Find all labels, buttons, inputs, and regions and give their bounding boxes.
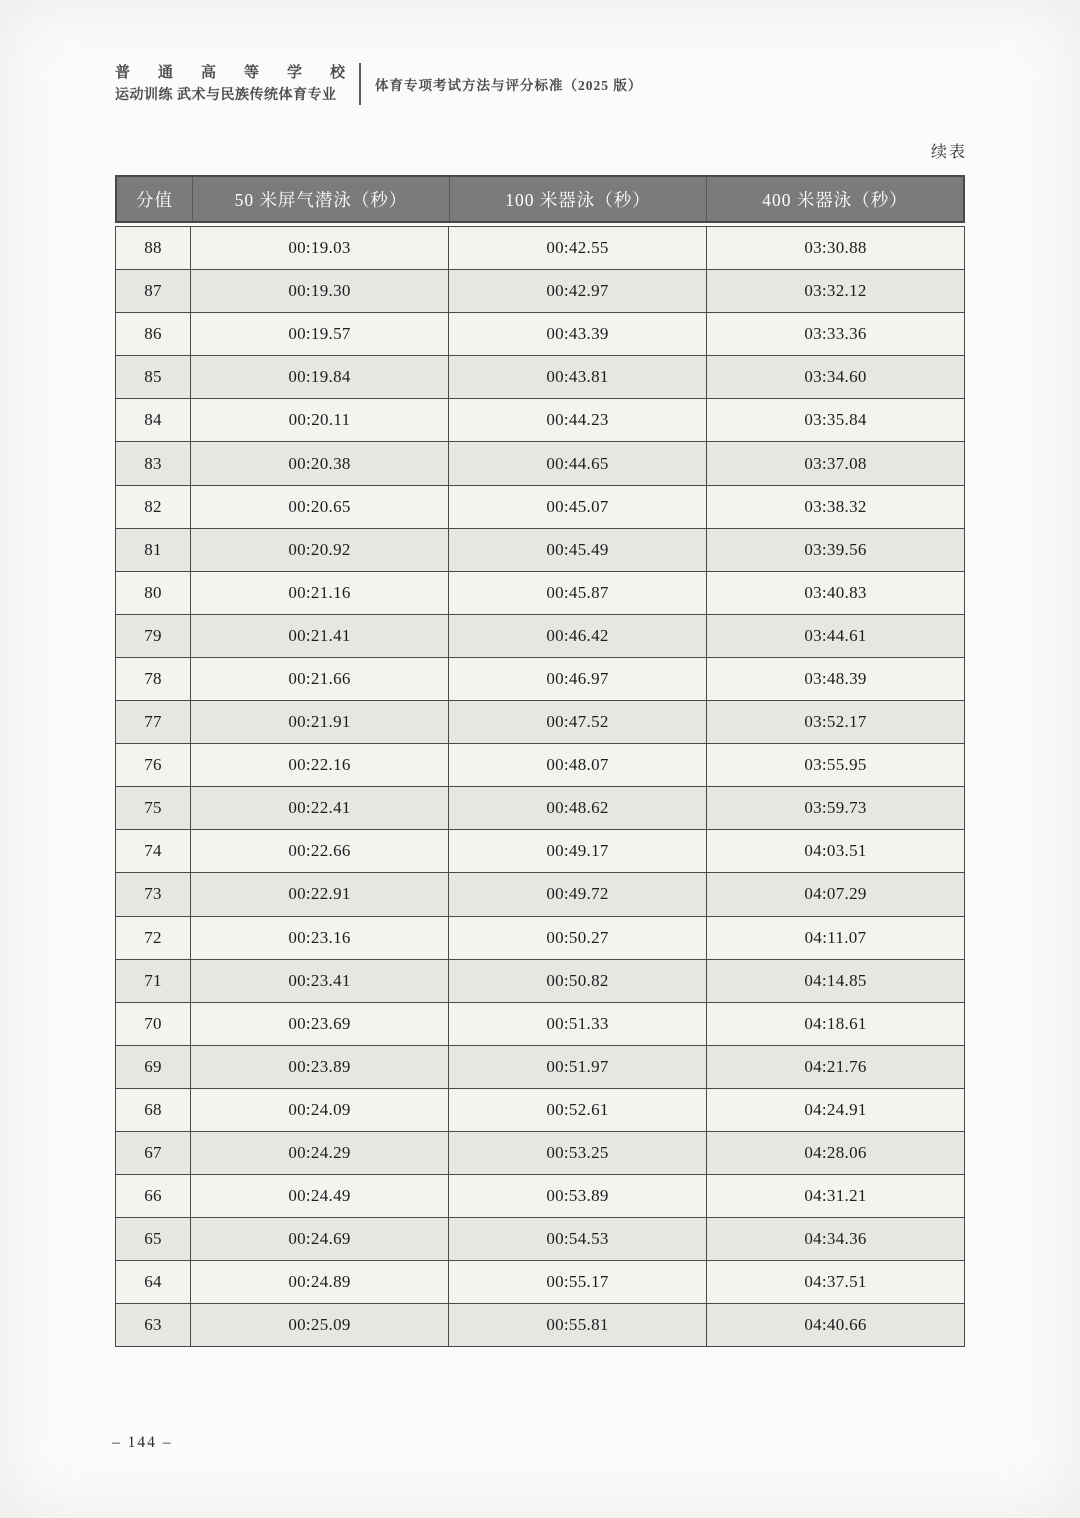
table-row	[116, 830, 965, 873]
table-row	[116, 1175, 965, 1218]
score-cell: 85	[116, 356, 191, 399]
time-cell: 00:44.23	[449, 399, 707, 442]
time-cell: 00:19.30	[191, 270, 449, 313]
time-cell: 04:34.36	[707, 1218, 965, 1261]
table-row	[116, 916, 965, 959]
time-cell: 00:45.87	[449, 571, 707, 614]
time-cell: 00:24.69	[191, 1218, 449, 1261]
score-cell: 74	[116, 830, 191, 873]
time-cell: 00:55.17	[449, 1261, 707, 1304]
score-cell: 65	[116, 1218, 191, 1261]
time-cell: 00:48.62	[449, 787, 707, 830]
table-row	[116, 959, 965, 1002]
time-cell: 03:39.56	[707, 528, 965, 571]
time-cell: 00:23.89	[191, 1045, 449, 1088]
table-row	[116, 1088, 965, 1131]
score-cell: 68	[116, 1088, 191, 1131]
time-cell: 00:48.07	[449, 744, 707, 787]
score-table-header	[115, 175, 965, 223]
table-row	[116, 442, 965, 485]
time-cell: 00:45.49	[449, 528, 707, 571]
table-row	[116, 1218, 965, 1261]
score-cell: 86	[116, 313, 191, 356]
time-cell: 03:59.73	[707, 787, 965, 830]
score-table	[115, 175, 965, 1347]
book-title: 体育专项考试方法与评分标准（2025 版）	[375, 78, 643, 94]
score-cell: 79	[116, 614, 191, 657]
time-cell: 04:24.91	[707, 1088, 965, 1131]
score-cell: 75	[116, 787, 191, 830]
column-header-score: 分值	[136, 189, 173, 210]
time-cell: 00:20.65	[191, 485, 449, 528]
time-cell: 00:24.89	[191, 1261, 449, 1304]
time-cell: 00:24.49	[191, 1175, 449, 1218]
score-cell: 82	[116, 485, 191, 528]
score-cell: 70	[116, 1002, 191, 1045]
score-cell: 78	[116, 657, 191, 700]
time-cell: 00:46.42	[449, 614, 707, 657]
table-row	[116, 614, 965, 657]
time-cell: 00:20.11	[191, 399, 449, 442]
table-row	[116, 485, 965, 528]
table-row	[116, 657, 965, 700]
table-row	[116, 528, 965, 571]
page-number: – 144 –	[112, 1434, 173, 1451]
time-cell: 04:40.66	[707, 1304, 965, 1347]
time-cell: 00:46.97	[449, 657, 707, 700]
time-cell: 04:14.85	[707, 959, 965, 1002]
time-cell: 04:31.21	[707, 1175, 965, 1218]
time-cell: 00:53.89	[449, 1175, 707, 1218]
table-row	[116, 1131, 965, 1174]
score-cell: 64	[116, 1261, 191, 1304]
time-cell: 04:11.07	[707, 916, 965, 959]
table-body	[116, 227, 965, 1347]
table-row	[116, 1304, 965, 1347]
header-divider	[359, 63, 361, 105]
time-cell: 00:45.07	[449, 485, 707, 528]
continued-table-label: 续表	[930, 144, 967, 161]
score-cell: 66	[116, 1175, 191, 1218]
time-cell: 03:40.83	[707, 571, 965, 614]
column-header-100m-fin: 100 米器泳（秒）	[449, 177, 706, 221]
time-cell: 03:38.32	[707, 485, 965, 528]
time-cell: 00:43.39	[449, 313, 707, 356]
time-cell: 00:23.69	[191, 1002, 449, 1045]
major-label: 运动训练 武术与民族传统体育专业	[115, 87, 337, 103]
time-cell: 00:21.16	[191, 571, 449, 614]
time-cell: 04:21.76	[707, 1045, 965, 1088]
school-type-label: 普通高等学校	[115, 65, 347, 81]
table-row	[116, 399, 965, 442]
time-cell: 03:30.88	[707, 227, 965, 270]
table-row	[116, 270, 965, 313]
time-cell: 00:22.91	[191, 873, 449, 916]
time-cell: 04:28.06	[707, 1131, 965, 1174]
table-row	[116, 1002, 965, 1045]
time-cell: 03:52.17	[707, 701, 965, 744]
time-cell: 00:23.41	[191, 959, 449, 1002]
table-row	[116, 1045, 965, 1088]
time-cell: 03:37.08	[707, 442, 965, 485]
table-row	[116, 787, 965, 830]
time-cell: 00:25.09	[191, 1304, 449, 1347]
time-cell: 03:55.95	[707, 744, 965, 787]
table-row	[116, 571, 965, 614]
score-cell: 63	[116, 1304, 191, 1347]
score-cell: 77	[116, 701, 191, 744]
time-cell: 00:19.57	[191, 313, 449, 356]
time-cell: 00:20.92	[191, 528, 449, 571]
time-cell: 00:19.84	[191, 356, 449, 399]
time-cell: 00:50.82	[449, 959, 707, 1002]
score-cell: 76	[116, 744, 191, 787]
time-cell: 00:52.61	[449, 1088, 707, 1131]
score-cell: 84	[116, 399, 191, 442]
time-cell: 00:20.38	[191, 442, 449, 485]
time-cell: 03:32.12	[707, 270, 965, 313]
time-cell: 00:22.41	[191, 787, 449, 830]
time-cell: 00:42.55	[449, 227, 707, 270]
time-cell: 00:19.03	[191, 227, 449, 270]
time-cell: 00:47.52	[449, 701, 707, 744]
time-cell: 04:03.51	[707, 830, 965, 873]
time-cell: 03:33.36	[707, 313, 965, 356]
table-row	[116, 701, 965, 744]
time-cell: 00:21.91	[191, 701, 449, 744]
time-cell: 00:50.27	[449, 916, 707, 959]
table-row	[116, 744, 965, 787]
time-cell: 00:49.17	[449, 830, 707, 873]
time-cell: 00:24.09	[191, 1088, 449, 1131]
table-row	[116, 873, 965, 916]
time-cell: 03:35.84	[707, 399, 965, 442]
time-cell: 04:37.51	[707, 1261, 965, 1304]
score-cell: 80	[116, 571, 191, 614]
time-cell: 00:43.81	[449, 356, 707, 399]
time-cell: 00:21.66	[191, 657, 449, 700]
time-cell: 00:22.16	[191, 744, 449, 787]
time-cell: 04:18.61	[707, 1002, 965, 1045]
time-cell: 00:44.65	[449, 442, 707, 485]
time-cell: 03:48.39	[707, 657, 965, 700]
score-cell: 87	[116, 270, 191, 313]
time-cell: 00:23.16	[191, 916, 449, 959]
score-cell: 88	[116, 227, 191, 270]
table-row	[116, 227, 965, 270]
time-cell: 00:21.41	[191, 614, 449, 657]
time-cell: 00:55.81	[449, 1304, 707, 1347]
score-cell: 69	[116, 1045, 191, 1088]
score-cell: 71	[116, 959, 191, 1002]
table-row	[116, 1261, 965, 1304]
time-cell: 00:24.29	[191, 1131, 449, 1174]
column-header-50m-underwater: 50 米屏气潜泳（秒）	[192, 177, 449, 221]
score-cell: 72	[116, 916, 191, 959]
score-cell: 81	[116, 528, 191, 571]
column-header-400m-fin: 400 米器泳（秒）	[706, 177, 963, 221]
score-cell: 83	[116, 442, 191, 485]
time-cell: 00:49.72	[449, 873, 707, 916]
table-row	[116, 356, 965, 399]
page-header-left	[115, 62, 347, 107]
time-cell: 00:42.97	[449, 270, 707, 313]
time-cell: 00:53.25	[449, 1131, 707, 1174]
score-cell: 67	[116, 1131, 191, 1174]
time-cell: 00:22.66	[191, 830, 449, 873]
table-row	[116, 313, 965, 356]
time-cell: 00:51.33	[449, 1002, 707, 1045]
time-cell: 03:34.60	[707, 356, 965, 399]
time-cell: 00:51.97	[449, 1045, 707, 1088]
time-cell: 03:44.61	[707, 614, 965, 657]
time-cell: 04:07.29	[707, 873, 965, 916]
page-header	[115, 62, 965, 107]
score-cell: 73	[116, 873, 191, 916]
time-cell: 00:54.53	[449, 1218, 707, 1261]
score-table-body-table	[115, 226, 965, 1347]
